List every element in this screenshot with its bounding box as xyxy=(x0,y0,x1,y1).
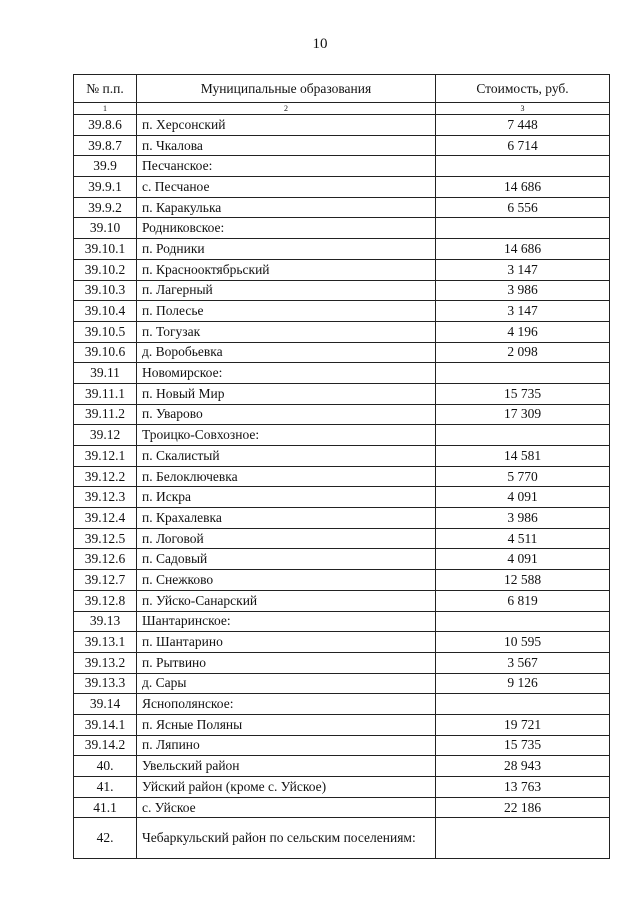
municipality-name: Уйский район (кроме с. Уйское) xyxy=(137,777,436,798)
cost-value: 3 567 xyxy=(436,652,610,673)
row-number: 39.12.5 xyxy=(74,528,137,549)
table-row xyxy=(74,570,610,591)
cost-value xyxy=(436,156,610,177)
table-row xyxy=(74,694,610,715)
row-number: 39.12 xyxy=(74,425,137,446)
row-number: 39.9.2 xyxy=(74,197,137,218)
row-number: 41.1 xyxy=(74,797,137,818)
row-number: 39.11.2 xyxy=(74,404,137,425)
row-number: 39.10.6 xyxy=(74,342,137,363)
header-cost: Стоимость, руб. xyxy=(436,75,610,103)
table-row xyxy=(74,259,610,280)
table-row xyxy=(74,425,610,446)
municipality-name: с. Уйское xyxy=(137,797,436,818)
table-row xyxy=(74,156,610,177)
cost-table xyxy=(73,74,610,859)
municipality-name: Родниковское: xyxy=(137,218,436,239)
table-row xyxy=(74,383,610,404)
table-row xyxy=(74,197,610,218)
table-header-row xyxy=(74,75,610,103)
municipality-name: Увельский район xyxy=(137,756,436,777)
cost-value xyxy=(436,818,610,859)
cost-value: 2 098 xyxy=(436,342,610,363)
table-row xyxy=(74,280,610,301)
row-number: 39.13 xyxy=(74,611,137,632)
table-row xyxy=(74,528,610,549)
cost-value: 4 511 xyxy=(436,528,610,549)
municipality-name: п. Чкалова xyxy=(137,135,436,156)
municipality-name: п. Рытвино xyxy=(137,652,436,673)
table-row xyxy=(74,239,610,260)
municipality-name: п. Ляпино xyxy=(137,735,436,756)
row-number: 39.10 xyxy=(74,218,137,239)
page-number: 10 xyxy=(312,36,328,52)
table-row xyxy=(74,508,610,529)
row-number: 39.13.2 xyxy=(74,652,137,673)
table-row xyxy=(74,363,610,384)
table-row xyxy=(74,714,610,735)
column-index: 2 xyxy=(137,103,436,115)
table-row xyxy=(74,818,610,859)
municipality-name: п. Уварово xyxy=(137,404,436,425)
row-number: 39.10.2 xyxy=(74,259,137,280)
cost-value: 4 091 xyxy=(436,549,610,570)
cost-value: 14 686 xyxy=(436,239,610,260)
cost-value xyxy=(436,363,610,384)
cost-value: 3 147 xyxy=(436,301,610,322)
row-number: 39.14 xyxy=(74,694,137,715)
row-number: 39.12.8 xyxy=(74,590,137,611)
table-row xyxy=(74,466,610,487)
table-row xyxy=(74,590,610,611)
municipality-name: Новомирское: xyxy=(137,363,436,384)
header-municipality: Муниципальные образования xyxy=(137,75,436,103)
municipality-name: п. Крахалевка xyxy=(137,508,436,529)
row-number: 39.8.6 xyxy=(74,115,137,136)
cost-value xyxy=(436,425,610,446)
municipality-name: Яснополянское: xyxy=(137,694,436,715)
row-number: 39.13.3 xyxy=(74,673,137,694)
cost-value: 28 943 xyxy=(436,756,610,777)
cost-value: 3 986 xyxy=(436,280,610,301)
table-row xyxy=(74,549,610,570)
table-row xyxy=(74,756,610,777)
table-row xyxy=(74,342,610,363)
row-number: 39.9 xyxy=(74,156,137,177)
municipality-name: п. Полесье xyxy=(137,301,436,322)
cost-value: 7 448 xyxy=(436,115,610,136)
row-number: 40. xyxy=(74,756,137,777)
municipality-name: Песчанское: xyxy=(137,156,436,177)
municipality-name: п. Белоключевка xyxy=(137,466,436,487)
row-number: 39.14.1 xyxy=(74,714,137,735)
row-number: 39.12.3 xyxy=(74,487,137,508)
table-row xyxy=(74,177,610,198)
cost-value: 10 595 xyxy=(436,632,610,653)
table-row xyxy=(74,632,610,653)
table-row xyxy=(74,652,610,673)
cost-value: 14 581 xyxy=(436,446,610,467)
table-row xyxy=(74,797,610,818)
header-number: № п.п. xyxy=(74,75,137,103)
row-number: 39.12.1 xyxy=(74,446,137,467)
municipality-name: п. Новый Мир xyxy=(137,383,436,404)
cost-value xyxy=(436,218,610,239)
municipality-name: п. Логовой xyxy=(137,528,436,549)
municipality-name: Чебаркульский район по сельским поселениям: xyxy=(137,818,436,859)
municipality-name: п. Скалистый xyxy=(137,446,436,467)
municipality-name: п. Лагерный xyxy=(137,280,436,301)
column-index-row xyxy=(74,103,610,115)
column-index: 3 xyxy=(436,103,610,115)
table-row xyxy=(74,321,610,342)
row-number: 39.10.4 xyxy=(74,301,137,322)
municipality-name: п. Снежково xyxy=(137,570,436,591)
table-row xyxy=(74,777,610,798)
row-number: 39.8.7 xyxy=(74,135,137,156)
cost-value: 22 186 xyxy=(436,797,610,818)
cost-value: 4 196 xyxy=(436,321,610,342)
table-row xyxy=(74,218,610,239)
row-number: 39.11.1 xyxy=(74,383,137,404)
municipality-name: п. Уйско-Санарский xyxy=(137,590,436,611)
cost-value: 3 986 xyxy=(436,508,610,529)
cost-value: 6 819 xyxy=(436,590,610,611)
municipality-name: п. Краснооктябрьский xyxy=(137,259,436,280)
cost-value: 4 091 xyxy=(436,487,610,508)
table-row xyxy=(74,735,610,756)
municipality-name: Шантаринское: xyxy=(137,611,436,632)
cost-value: 19 721 xyxy=(436,714,610,735)
row-number: 41. xyxy=(74,777,137,798)
municipality-name: п. Каракулька xyxy=(137,197,436,218)
table-row xyxy=(74,611,610,632)
cost-value xyxy=(436,611,610,632)
cost-value: 6 714 xyxy=(436,135,610,156)
municipality-name: с. Песчаное xyxy=(137,177,436,198)
cost-value: 17 309 xyxy=(436,404,610,425)
row-number: 39.13.1 xyxy=(74,632,137,653)
municipality-name: Троицко-Совхозное: xyxy=(137,425,436,446)
cost-value: 12 588 xyxy=(436,570,610,591)
municipality-name: п. Родники xyxy=(137,239,436,260)
table-row xyxy=(74,115,610,136)
cost-value: 15 735 xyxy=(436,383,610,404)
table-row xyxy=(74,446,610,467)
row-number: 39.9.1 xyxy=(74,177,137,198)
table-row xyxy=(74,487,610,508)
cost-value xyxy=(436,694,610,715)
municipality-name: п. Садовый xyxy=(137,549,436,570)
column-index: 1 xyxy=(74,103,137,115)
cost-value: 14 686 xyxy=(436,177,610,198)
municipality-name: п. Херсонский xyxy=(137,115,436,136)
municipality-name: д. Воробьевка xyxy=(137,342,436,363)
municipality-name: д. Сары xyxy=(137,673,436,694)
row-number: 39.12.2 xyxy=(74,466,137,487)
row-number: 39.10.3 xyxy=(74,280,137,301)
table-row xyxy=(74,135,610,156)
cost-value: 15 735 xyxy=(436,735,610,756)
municipality-name: п. Ясные Поляны xyxy=(137,714,436,735)
municipality-name: п. Тогузак xyxy=(137,321,436,342)
row-number: 39.11 xyxy=(74,363,137,384)
municipality-name: п. Искра xyxy=(137,487,436,508)
table-row xyxy=(74,673,610,694)
table-row xyxy=(74,404,610,425)
row-number: 39.12.4 xyxy=(74,508,137,529)
row-number: 39.14.2 xyxy=(74,735,137,756)
cost-value: 6 556 xyxy=(436,197,610,218)
row-number: 39.10.5 xyxy=(74,321,137,342)
row-number: 39.12.6 xyxy=(74,549,137,570)
row-number: 42. xyxy=(74,818,137,859)
cost-value: 5 770 xyxy=(436,466,610,487)
row-number: 39.10.1 xyxy=(74,239,137,260)
table-row xyxy=(74,301,610,322)
cost-value: 9 126 xyxy=(436,673,610,694)
cost-value: 3 147 xyxy=(436,259,610,280)
municipality-name: п. Шантарино xyxy=(137,632,436,653)
row-number: 39.12.7 xyxy=(74,570,137,591)
cost-value: 13 763 xyxy=(436,777,610,798)
